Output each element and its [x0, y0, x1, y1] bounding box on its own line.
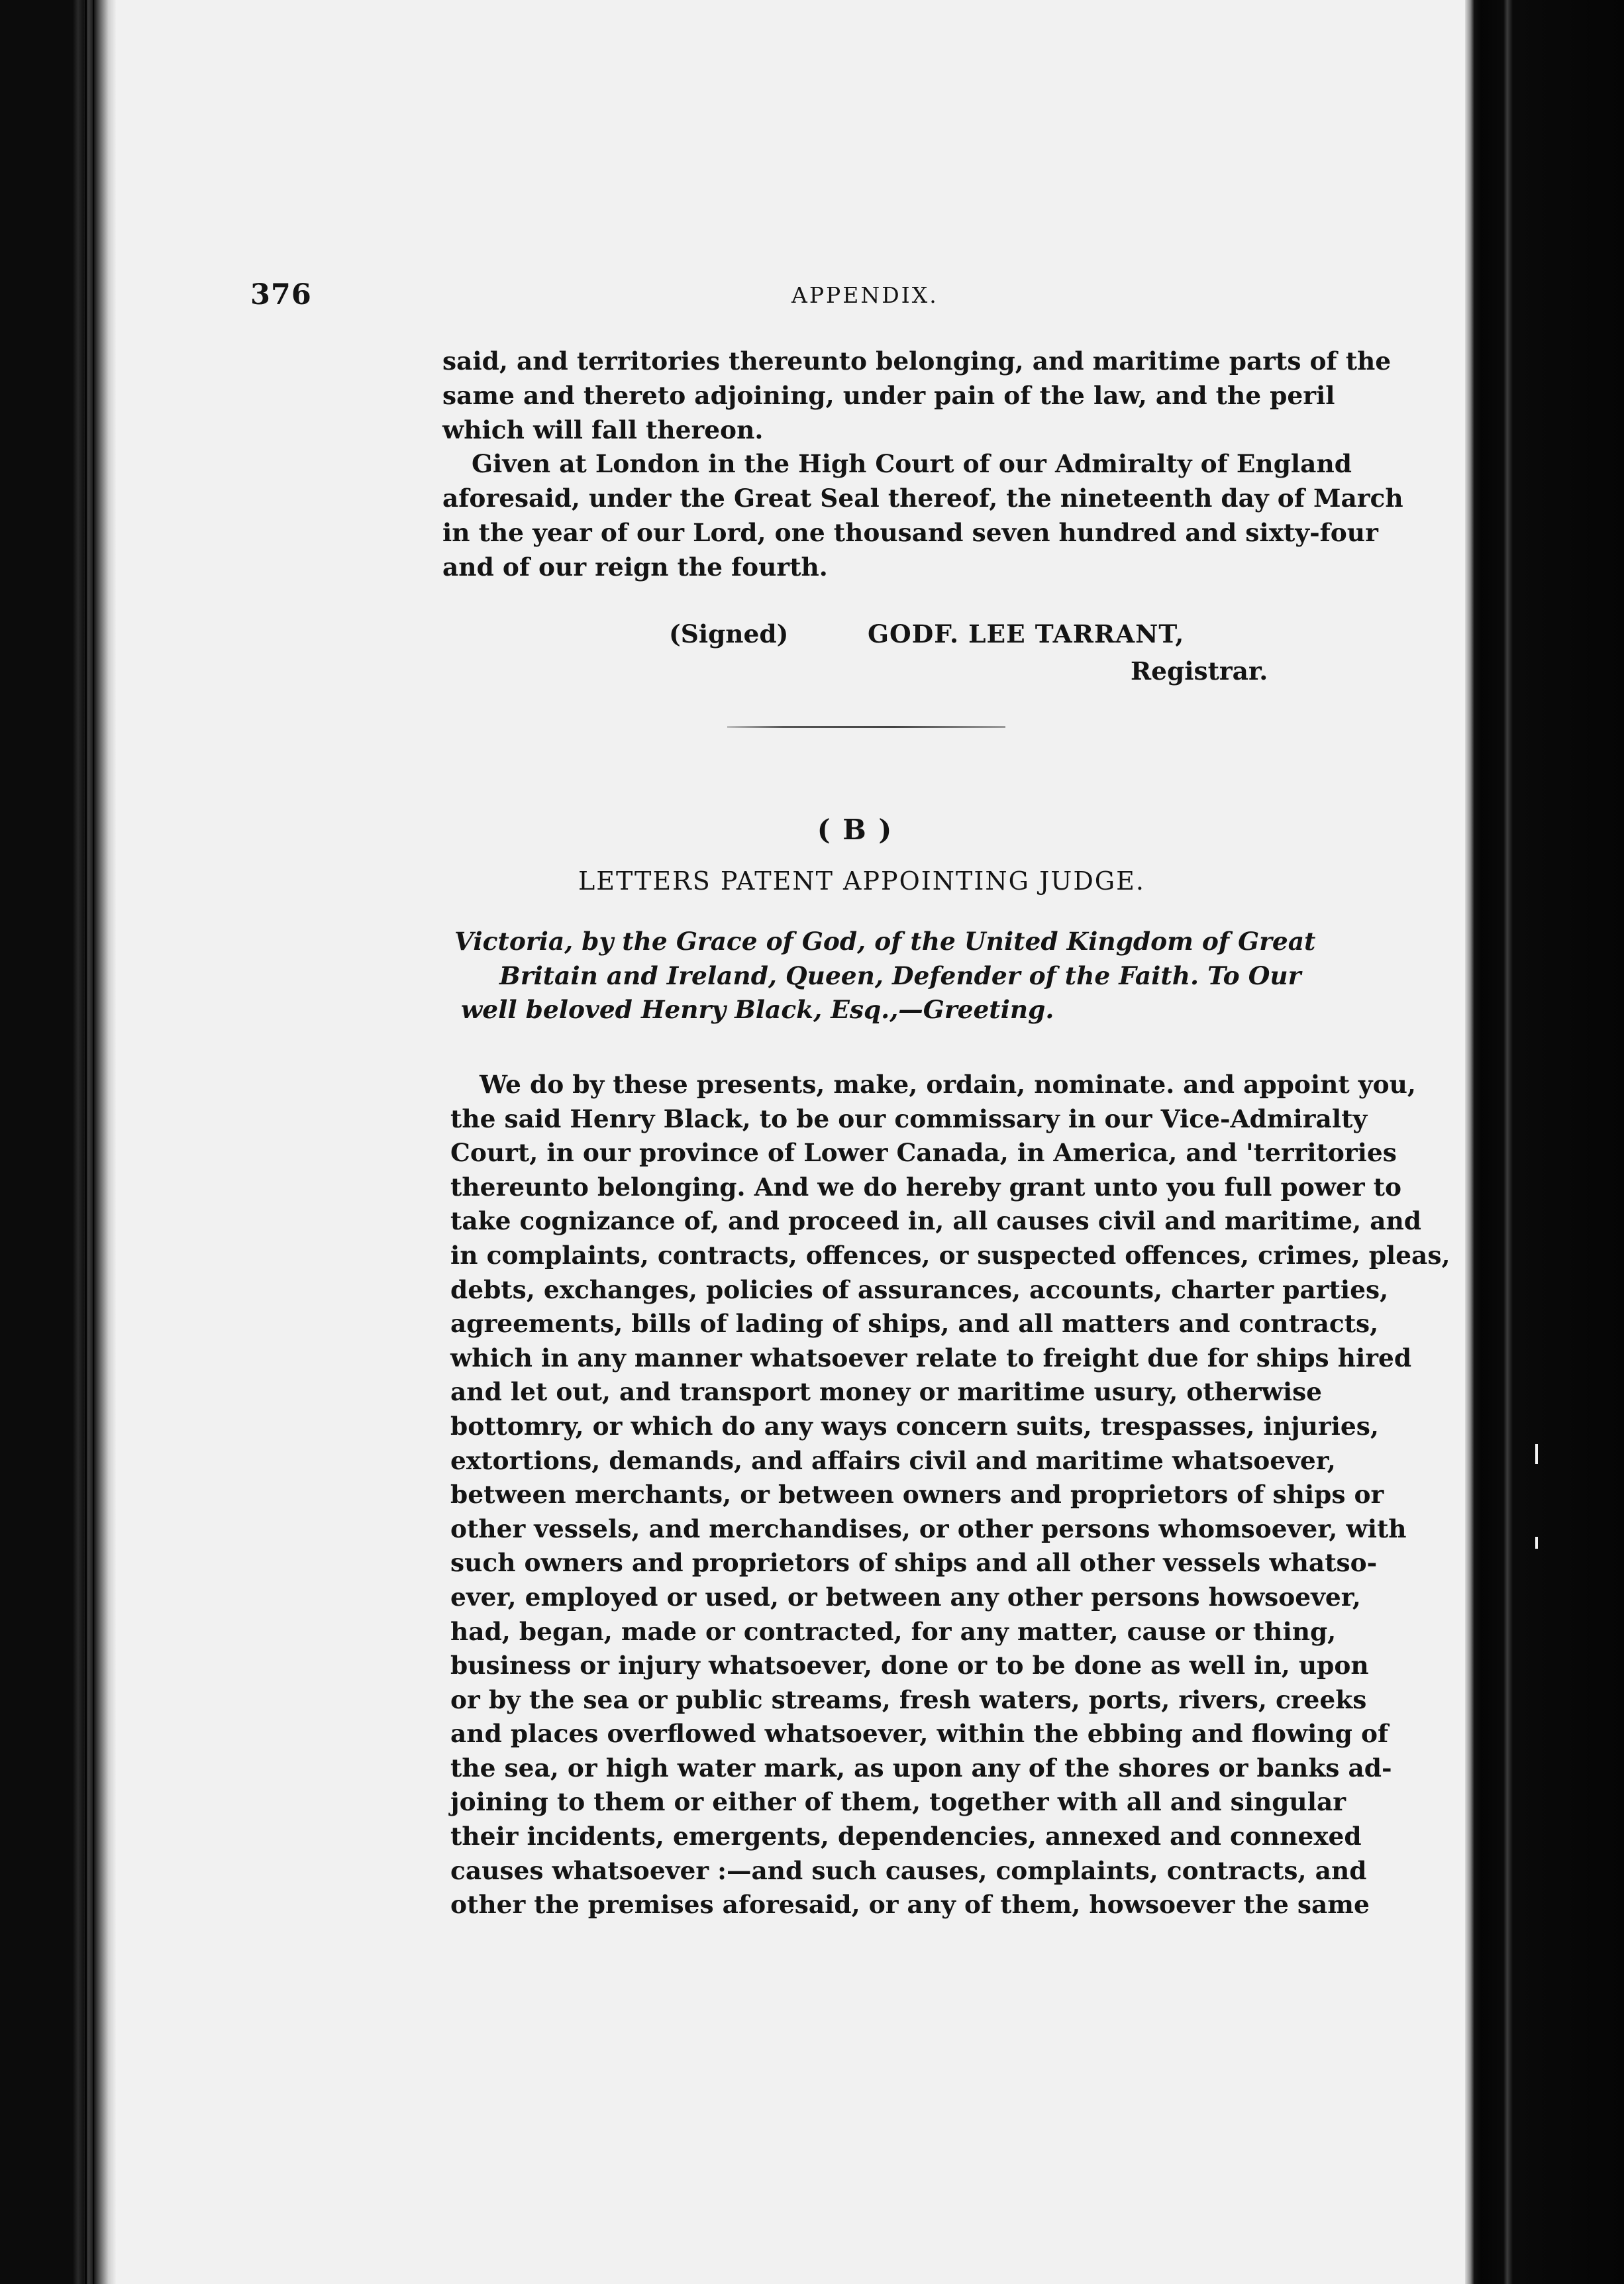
section-divider	[727, 726, 1005, 728]
text-line: in the year of our Lord, one thousand seven hundred and sixty-four	[442, 517, 1378, 547]
text-line: same and thereto adjoining, under pain of the law, and the peril	[442, 380, 1335, 410]
preamble	[454, 925, 1316, 1027]
page-number: 376	[250, 278, 312, 311]
preamble-line: well beloved Henry Black, Esq.,—Greeting.	[461, 995, 1054, 1024]
text-line: the said Henry Black, to be our commissary in our Vice-Admiralty	[450, 1104, 1368, 1133]
text-line: joining to them or either of them, together with all and singular	[450, 1787, 1346, 1817]
text-line: take cognizance of, and proceed in, all causes civil and maritime, and	[450, 1206, 1422, 1236]
gutter-line	[85, 0, 87, 2284]
text-line: in complaints, contracts, offences, or suspected offences, crimes, pleas,	[450, 1240, 1450, 1270]
text-line: or by the sea or public streams, fresh waters, ports, rivers, creeks	[450, 1685, 1367, 1714]
text-line: their incidents, emergents, dependencies, annexed and connexed	[450, 1822, 1362, 1851]
text-line: aforesaid, under the Great Seal thereof, the nineteenth day of March	[442, 484, 1403, 513]
page-header	[0, 278, 1624, 318]
signatory-title: Registrar.	[1131, 656, 1268, 686]
text-line: and let out, and transport money or maritime usury, otherwise	[450, 1377, 1323, 1407]
text-line: which will fall thereon.	[442, 415, 764, 444]
text-line: other the premises aforesaid, or any of them, howsoever the same	[450, 1890, 1370, 1920]
text-line: which in any manner whatsoever relate to freight due for ships hired	[450, 1343, 1412, 1373]
text-line: and of our reign the fourth.	[442, 552, 828, 582]
body-paragraph	[450, 1068, 1450, 1922]
text-line: extortions, demands, and affairs civil and maritime whatsoever,	[450, 1445, 1336, 1475]
text-line: other vessels, and merchandises, or other persons whomsoever, with	[450, 1514, 1407, 1543]
page-fore-edge	[1465, 0, 1624, 2284]
text-line: ever, employed or used, or between any other persons howsoever,	[450, 1582, 1361, 1612]
edge-speck	[1535, 1444, 1538, 1464]
edge-speck	[1535, 1537, 1538, 1549]
running-head: APPENDIX.	[791, 282, 939, 308]
text-line: between merchants, or between owners and proprietors of ships or	[450, 1480, 1384, 1510]
text-line: We do by these presents, make, ordain, nominate. and appoint you,	[480, 1070, 1416, 1099]
text-line: had, began, made or contracted, for any matter, cause or thing,	[450, 1616, 1337, 1646]
text-line: business or injury whatsoever, done or to be done as well in, upon	[450, 1651, 1369, 1681]
text-line: bottomry, or which do any ways concern suits, trespasses, injuries,	[450, 1411, 1379, 1441]
text-line: said, and territories thereunto belonging, and maritime parts of the	[442, 346, 1392, 376]
signatory-name: GODF. LEE TARRANT,	[868, 619, 1185, 649]
signed-label: (Signed)	[669, 619, 789, 649]
preamble-line: Britain and Ireland, Queen, Defender of the Faith. To Our	[499, 960, 1301, 990]
text-line: Court, in our province of Lower Canada, in America, and 'territories	[450, 1138, 1397, 1168]
section-letter: ( B )	[817, 813, 893, 846]
text-line: and places overflowed whatsoever, within the ebbing and flowing of	[450, 1719, 1389, 1749]
text-line: the sea, or high water mark, as upon any of the shores or banks ad-	[450, 1753, 1392, 1783]
text-line: Given at London in the High Court of our Admiralty of England	[472, 449, 1352, 479]
text-line: agreements, bills of lading of ships, and all matters and contracts,	[450, 1309, 1379, 1339]
gutter-line	[93, 0, 94, 2284]
section-title: LETTERS PATENT APPOINTING JUDGE.	[578, 866, 1145, 896]
binding-gutter	[0, 0, 116, 2284]
text-line: thereunto belonging. And we do hereby grant unto you full power to	[450, 1172, 1401, 1202]
continuation-paragraph	[442, 344, 1403, 585]
text-line: causes whatsoever :—and such causes, complaints, contracts, and	[450, 1855, 1367, 1885]
text-line: debts, exchanges, policies of assurances, accounts, charter parties,	[450, 1274, 1389, 1304]
text-line: such owners and proprietors of ships and all other vessels whatso-	[450, 1548, 1378, 1578]
preamble-line: Victoria, by the Grace of God, of the United Kingdom of Great	[454, 927, 1316, 956]
